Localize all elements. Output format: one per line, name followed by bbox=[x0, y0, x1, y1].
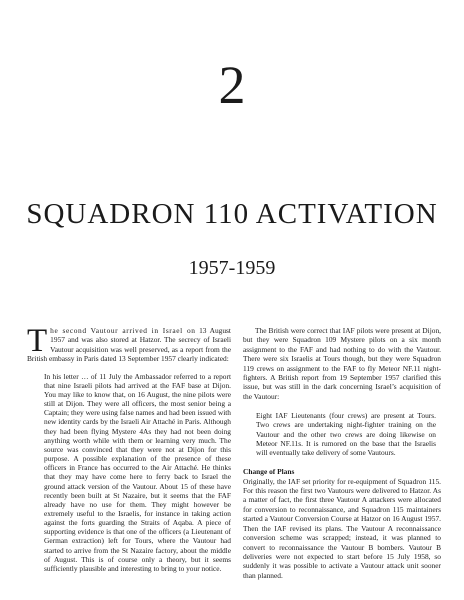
block-quote-left: In his letter … of 11 July the Ambassador referred to a report that nine Israeli pilots had arrived at the FAF base at Dijon. You may like to know that, on 16 August, the nine pilots were still at Dijon. They were all officers, the most senior being a Captain; they were using false names and had been issued with new identity cards by the Israeli Air Attaché in Paris. Although they had been flying Mystere 4As they had not been doing anything worth while with them or learning very much. The source was convinced that they were not at Dijon for this purpose. A possible explanation of the presence of these officers in France has occurred to the Air Attaché. He thinks that they may have come here to ferry back to Israel the ground attack version of the Vautour. About 15 of these have recently been built at St Nazaire, but it seems that the FAF already have no use for them. They might however be extremely useful to the Israelis, for instance in taking action against the forts guarding the Straits of Aqaba. A piece of supporting evidence is that one of the officers (a Lieutenant of German extraction) left for Tours, where the Vautour had started to arrive from the St Nazaire factory, about the middle of August. This is of course only a theory, but it seems sufficiently plausible and interesting to bring to your notice. bbox=[44, 371, 231, 573]
intro-text: 13 August 1957 and was also stored at Hatzor. The secrecy of Israeli Vautour acquisition was well preserved, as a report from the British embassy in Paris dated 13 September 1957 clearly indicated: bbox=[27, 326, 231, 364]
chapter-title: SQUADRON 110 ACTIVATION bbox=[26, 198, 438, 230]
block-quote-right: Eight IAF Lieutenants (four crews) are present at Tours. Two crews are undertaking night-fighter training on the Vautour and the other two crews are doing likewise on Meteor NF.11s. It is rumored on the base that the Israelis will eventually take delivery of some Vautours. bbox=[256, 411, 436, 458]
chapter-years: 1957-1959 bbox=[188, 257, 276, 279]
left-column bbox=[27, 323, 231, 573]
intro-smallcaps: he second Vautour arrived in Israel on bbox=[50, 326, 196, 335]
intro-paragraph bbox=[27, 323, 231, 364]
chapter-number: 2 bbox=[218, 55, 246, 115]
right-column bbox=[243, 326, 441, 580]
right-paragraph-1: The British were correct that IAF pilots were present at Dijon, but they were Squadron 109 Mystere pilots on a six month assignment to the FAF and had nothing to do with the Vautour. There were six Israelis at Tours though, but they were Squadron 119 crews on assignment to the FAF to fly Meteor NF.11 night-fighters. A British report from 19 September 1957 clarified this issue, but was still in the dark concerning Israel’s acquisition of the Vautour: bbox=[243, 326, 441, 401]
drop-cap: T bbox=[27, 323, 48, 359]
right-paragraph-2: Originally, the IAF set priority for re-equipment of Squadron 115. For this reason the first two Vautours were delivered to Hatzor. As a matter of fact, the first three Vautour A attackers were allocated for conversion to reconnaissance, and Squadron 115 maintainers started a Vautour Conversion Course at Hatzor on 16 August 1957. Then the IAF revised its plans. The Vautour A reconnaissance conversion scheme was scrapped; instead, it was planned to convert to reconnaissance the Vautour B bombers. Vautour B deliveries were not expected to start before 15 July 1958, so suddenly it was possible to activate a Vautour attack unit sooner than planned. bbox=[243, 476, 441, 580]
section-subheading: Change of Plans bbox=[243, 467, 295, 477]
